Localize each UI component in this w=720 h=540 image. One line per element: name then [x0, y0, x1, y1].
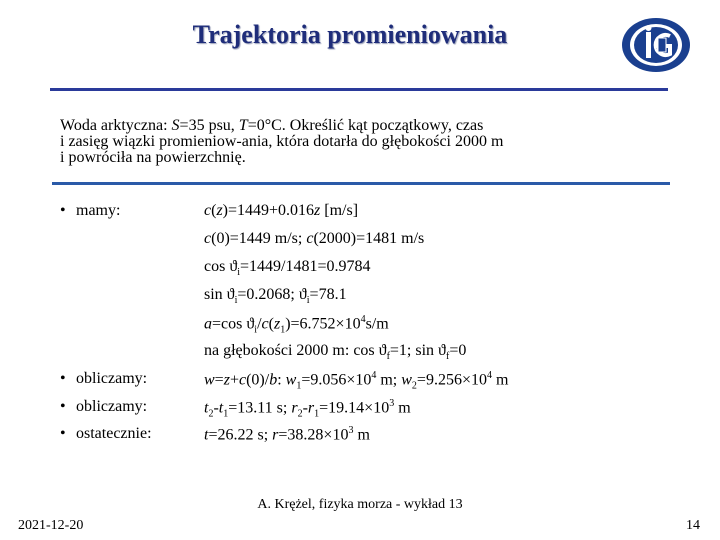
- formula-time-range-diff: $t_2-t_1=13.11$ s; $r_2-r_1=19.14\times 10^3$ m: [204, 398, 411, 420]
- formula-cos-initial: $\cos ϑ_i=1449/1481=0.9784$: [204, 258, 371, 279]
- intro-line-2: i zasięg wiązki promieniow-ania, która dotarła do głębokości 2000 m: [60, 133, 504, 150]
- formula-sin-initial: $\sin ϑ_i=0.2068$; $ϑ_i=78.1$: [204, 286, 347, 307]
- footer-author: A. Krężel, fizyka morza - wykład 13: [257, 497, 463, 512]
- middle-divider: [52, 182, 670, 185]
- bullet-ostatecznie: • ostatecznie:: [60, 425, 152, 442]
- intro-line-1: Woda arktyczna: S=35 psu, T=0°C. Określić kąt początkowy, czas: [60, 117, 484, 134]
- problem-statement: [60, 118, 660, 166]
- formula-boundary-speeds: c(0)=1449 m/s; c(2000)=1481 m/s: [204, 230, 425, 247]
- bullet-mamy: • mamy:: [60, 202, 121, 219]
- intro-line-3: i powróciła na powierzchnię.: [60, 149, 246, 166]
- bullet-obliczamy-2: • obliczamy:: [60, 398, 148, 415]
- slide-title: Trajektoria promieniowania: [192, 20, 508, 49]
- formula-final-result: t=26.22 s; $r=38.28\times 10^3$ m: [204, 425, 370, 444]
- bullet-obliczamy-1: • obliczamy:: [60, 370, 148, 387]
- institute-logo: [620, 16, 692, 74]
- formula-w-values: w=z+c(0)/b: $w_1=9.056\times 10^4$ m; $w_2=9.256\times 10^4$ m: [204, 370, 509, 392]
- page-number: 14: [686, 518, 700, 533]
- top-divider: [50, 88, 668, 91]
- formula-parameter-a: a=cos $ϑ_i/c(z_1)=6.752\times 10^4s/m$: [204, 314, 389, 336]
- logo-text: IG: [656, 49, 658, 50]
- footer-date: 2021-12-20: [18, 518, 84, 533]
- formula-depth-2000: na głębokości 2000 m: $\cos ϑ_f=1$; $\sin ϑ_f=0$: [204, 342, 467, 363]
- formula-sound-speed: c(z)=1449+0.016z [m/s]: [204, 202, 359, 219]
